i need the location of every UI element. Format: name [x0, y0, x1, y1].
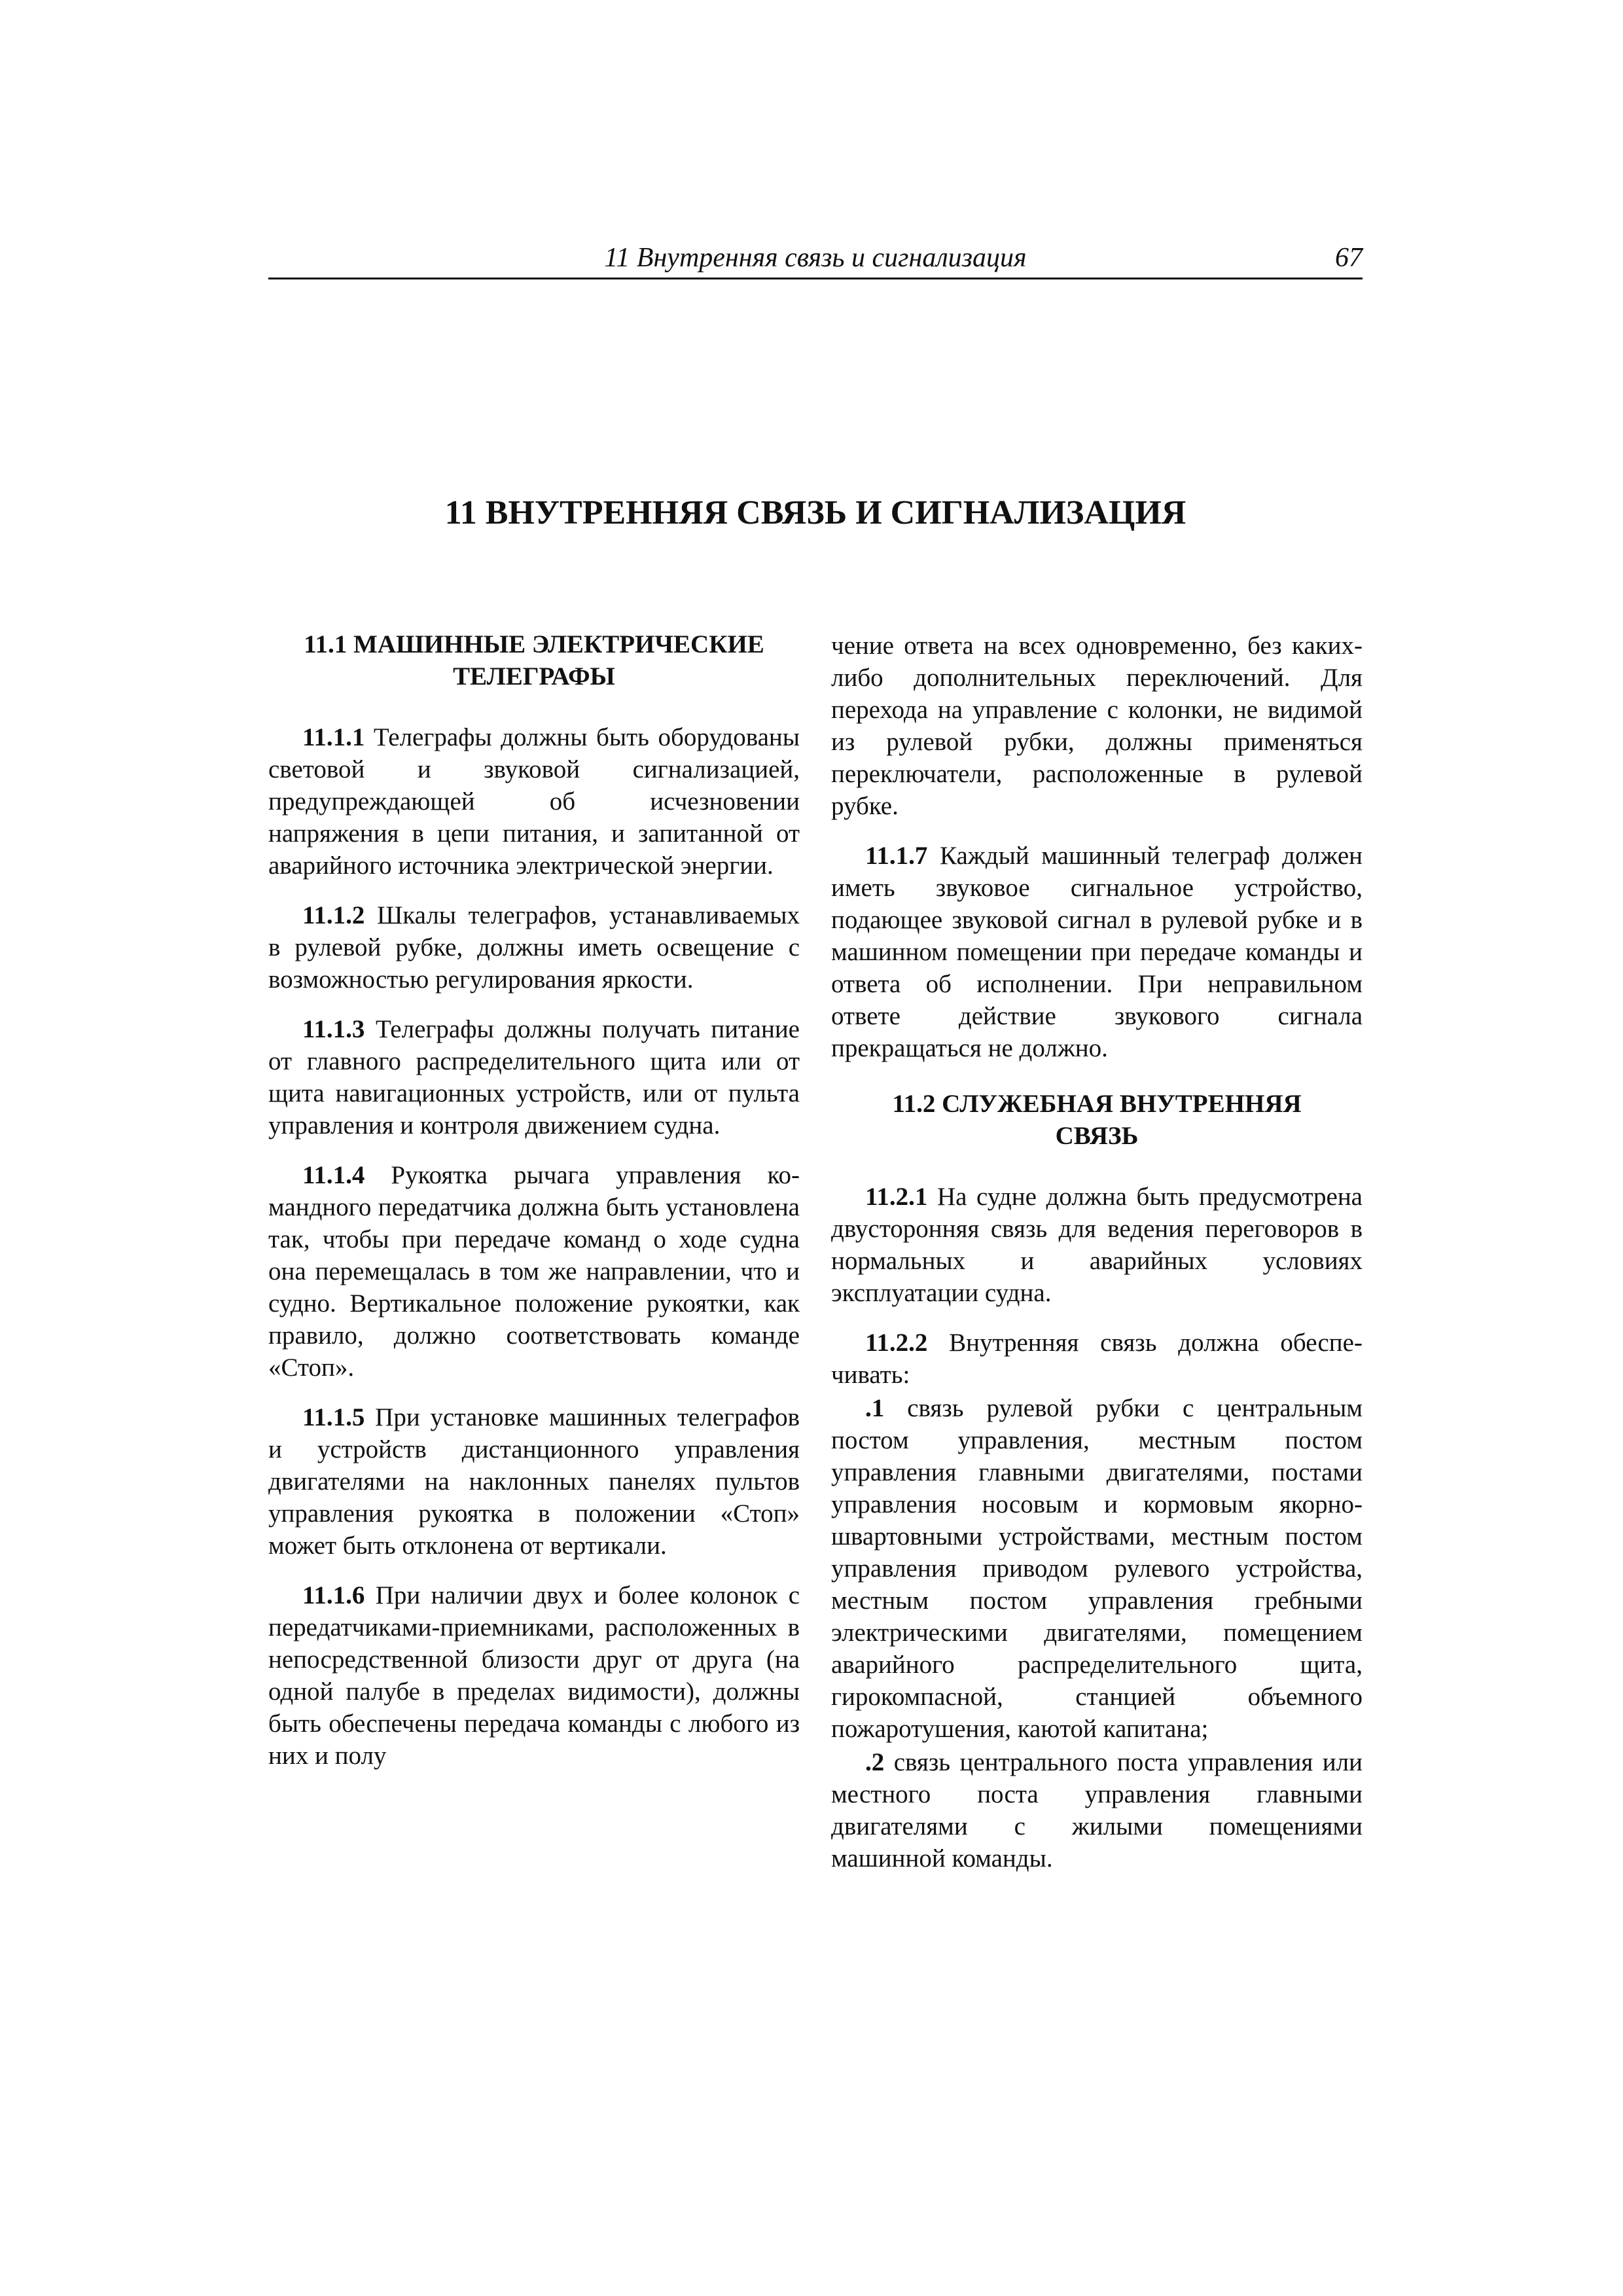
paragraph-number: 11.1.6	[302, 1581, 365, 1609]
list-item-number: .2	[865, 1748, 885, 1776]
section-heading-line: 11.1 МАШИННЫЕ ЭЛЕКТРИЧЕСКИЕ	[304, 630, 764, 658]
paragraph-number: 11.2.2	[865, 1329, 928, 1357]
paragraph-11-1-4	[268, 1159, 800, 1384]
section-heading-line: 11.2 СЛУЖЕБНАЯ ВНУТРЕННЯЯ	[892, 1090, 1302, 1118]
page-number: 67	[1335, 243, 1363, 273]
paragraph-text: Телеграфы должны получать питание от главного распределительного щита или от щита навигационных устройств, или от пульта управления и контроля движением судна.	[268, 1015, 800, 1139]
section-heading-line: ТЕЛЕГРАФЫ	[453, 662, 615, 691]
list-item-number: .1	[865, 1394, 885, 1422]
paragraph-11-1-1	[268, 721, 800, 882]
list-item-text: связь рулевой рубки с центральным постом управления, местным постом управления главными двигателями, постами управления носовым и кормовым якорно-швартовными устройствами, местным постом управления приводом рулевого устройства, местным постом управления гребными электрическими двигателями, помещением аварийного распределительного щита, гирокомпасной, станцией объемного пожаротушения, каютой капитана;	[831, 1394, 1363, 1743]
paragraph-text: Внутренняя связь должна обеспечивать:	[831, 1329, 1363, 1389]
paragraph-text: Телеграфы должны быть оборудованы световой и звуковой сигнализацией, предупреждающей об исчезновении напряжения в цепи питания, и запитанной от аварийного источника электрической энергии.	[268, 723, 800, 880]
paragraph-number: 11.1.4	[302, 1161, 365, 1189]
section-heading-line: СВЯЗЬ	[1055, 1122, 1139, 1150]
paragraph-text: Каждый машинный телеграф должен иметь звуковое сигнальное устройство, подающее звуковой сигнал в рулевой рубке и в машинном помещении при передаче команды и ответа об исполнении. При неправильном ответе действие звукового сигнала прекращаться не должно.	[831, 842, 1363, 1062]
paragraph-11-1-6	[268, 1579, 800, 1772]
paragraph-11-1-6-continuation: чение ответа на всех одновременно, без каких-либо дополнительных переключений. Для перехода на управление с колонки, не видимой из рулевой рубки, должны применяться переключатели, расположенные в рулевой рубке.	[831, 632, 1363, 820]
list-item-text: связь центрального поста управления или местного поста управления главными двигателями с жилыми помещениями машинной команды.	[831, 1748, 1363, 1873]
section-heading-11-1	[268, 628, 800, 692]
paragraph-text: При наличии двух и более колонок с передатчиками-приемниками, расположенных в непосредственной близости друг от друга (на одной палубе в пределах видимости), должны быть обеспечены передача команды с любого из них и полу	[268, 1581, 800, 1770]
running-title: 11 Внутренняя связь и сигнализация	[604, 243, 1027, 273]
paragraph-11-1-2	[268, 899, 800, 996]
paragraph-11-1-7	[831, 840, 1363, 1064]
list-item-2	[831, 1746, 1363, 1874]
paragraph-11-2-1	[831, 1181, 1363, 1309]
chapter-title: 11 ВНУТРЕННЯЯ СВЯЗЬ И СИГНАЛИЗАЦИЯ	[444, 494, 1186, 531]
paragraph-number: 11.1.1	[302, 723, 365, 751]
paragraph-11-2-2	[831, 1327, 1363, 1391]
left-column	[268, 628, 800, 1789]
running-header	[268, 241, 1363, 279]
paragraph-number: 11.1.2	[302, 901, 365, 929]
paragraph-text: Шкалы телеграфов, устанавливаемых в рулевой рубке, должны иметь освещение с возможностью регулирования яркости.	[268, 901, 800, 994]
paragraph-number: 11.1.3	[302, 1015, 365, 1043]
section-heading-11-2	[831, 1088, 1363, 1152]
paragraph-number: 11.1.5	[302, 1403, 365, 1431]
paragraph-11-1-3	[268, 1013, 800, 1141]
paragraph-text: Рукоятка рычага управления командного передатчика должна быть установлена так, чтобы при передаче команд о ходе судна она перемещалась в том же направлении, что и судно. Вертикальное положение рукоятки, как правило, должно соответствовать команде «Стоп».	[268, 1161, 800, 1382]
paragraph-11-1-5	[268, 1401, 800, 1562]
paragraph-number: 11.2.1	[865, 1183, 928, 1211]
list-item-1	[831, 1392, 1363, 1745]
paragraph-number: 11.1.7	[865, 842, 928, 870]
right-column	[831, 630, 1363, 1876]
paragraph-text: На судне должна быть предусмотрена двусторонняя связь для ведения переговоров в нормальных и аварийных условиях эксплуатации судна.	[831, 1183, 1363, 1307]
paragraph-text: При установке машинных телеграфов и устройств дистанционного управления двигателями на наклонных панелях пультов управления рукоятка в положении «Стоп» может быть отклонена от вертикали.	[268, 1403, 800, 1560]
